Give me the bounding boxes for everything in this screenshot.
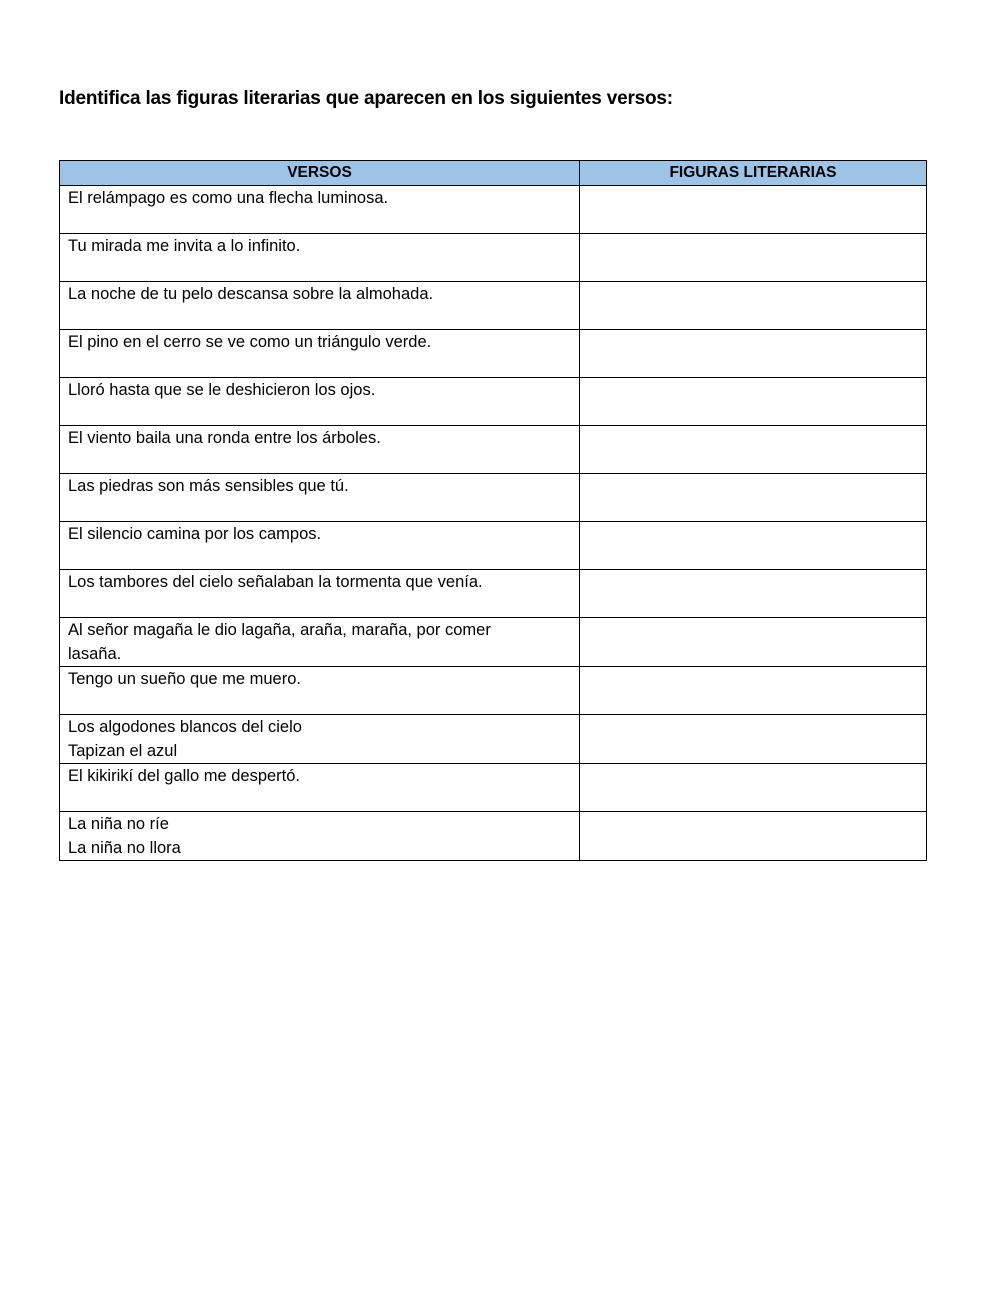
- answer-cell[interactable]: [580, 618, 927, 667]
- verse-cell: El viento baila una ronda entre los árboles.: [60, 426, 580, 474]
- literary-figures-table: [59, 160, 927, 861]
- table-row: [60, 667, 927, 715]
- table-header-row: [60, 161, 927, 186]
- verse-cell: Al señor magaña le dio lagaña, araña, maraña, por comer lasaña.: [60, 618, 580, 667]
- verse-cell: Lloró hasta que se le deshicieron los ojos.: [60, 378, 580, 426]
- table-row: [60, 186, 927, 234]
- verse-cell: El kikirikí del gallo me despertó.: [60, 764, 580, 812]
- verse-cell: Las piedras son más sensibles que tú.: [60, 474, 580, 522]
- verse-cell: Los algodones blancos del cielo Tapizan el azul: [60, 715, 580, 764]
- verse-cell: La niña no ríe La niña no llora: [60, 812, 580, 861]
- table-row: [60, 522, 927, 570]
- table-row: [60, 618, 927, 667]
- answer-cell[interactable]: [580, 667, 927, 715]
- answer-cell[interactable]: [580, 474, 927, 522]
- verse-cell: El silencio camina por los campos.: [60, 522, 580, 570]
- answer-cell[interactable]: [580, 378, 927, 426]
- answer-cell[interactable]: [580, 234, 927, 282]
- table-row: [60, 234, 927, 282]
- verse-cell: El pino en el cerro se ve como un triángulo verde.: [60, 330, 580, 378]
- verse-cell: Tengo un sueño que me muero.: [60, 667, 580, 715]
- table-row: [60, 715, 927, 764]
- answer-cell[interactable]: [580, 570, 927, 618]
- table-row: [60, 812, 927, 861]
- header-versos: VERSOS: [60, 161, 580, 186]
- answer-cell[interactable]: [580, 426, 927, 474]
- answer-cell[interactable]: [580, 330, 927, 378]
- table-row: [60, 378, 927, 426]
- answer-cell[interactable]: [580, 522, 927, 570]
- table-row: [60, 426, 927, 474]
- answer-cell[interactable]: [580, 186, 927, 234]
- verse-cell: Los tambores del cielo señalaban la tormenta que venía.: [60, 570, 580, 618]
- table-row: [60, 764, 927, 812]
- answer-cell[interactable]: [580, 715, 927, 764]
- answer-cell[interactable]: [580, 764, 927, 812]
- table-row: [60, 474, 927, 522]
- verse-cell: La noche de tu pelo descansa sobre la almohada.: [60, 282, 580, 330]
- header-figuras-literarias: FIGURAS LITERARIAS: [580, 161, 927, 186]
- verse-cell: Tu mirada me invita a lo infinito.: [60, 234, 580, 282]
- answer-cell[interactable]: [580, 282, 927, 330]
- table-row: [60, 570, 927, 618]
- answer-cell[interactable]: [580, 812, 927, 861]
- table-row: [60, 282, 927, 330]
- verse-cell: El relámpago es como una flecha luminosa.: [60, 186, 580, 234]
- table-row: [60, 330, 927, 378]
- worksheet-title: Identifica las figuras literarias que aparecen en los siguientes versos:: [59, 88, 673, 109]
